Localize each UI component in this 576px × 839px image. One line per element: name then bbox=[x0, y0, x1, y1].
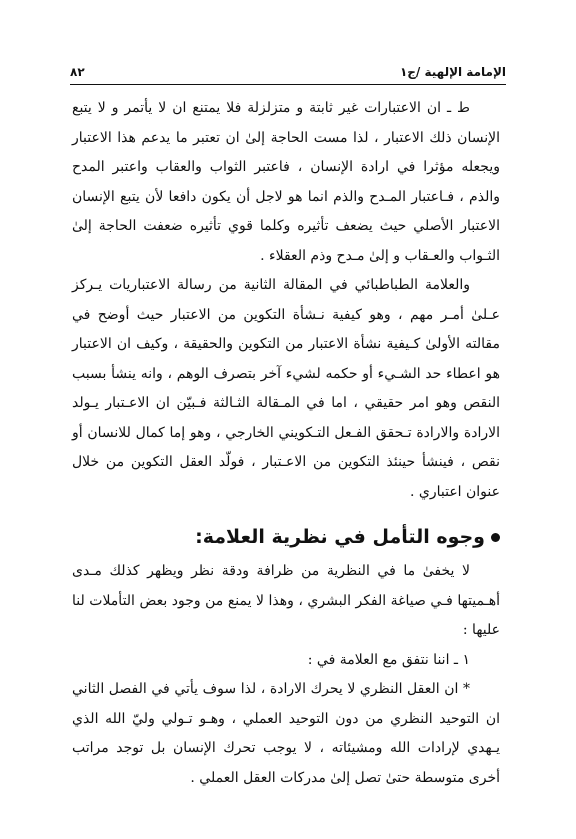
bullet-mark-icon bbox=[491, 533, 500, 542]
point-1: ١ ـ اننا نتفق مع العلامة في : bbox=[307, 651, 470, 668]
section-intro: لا يخفىٰ ما في النظرية من ظرافة ودقة نظر ويظهر كذلك مـدى أهـميتها فـي صياغة الفكر البشري ، وهذا لا يمنع من وجود بعض التأملات لنا عليها : bbox=[72, 563, 500, 638]
section-heading bbox=[72, 521, 500, 553]
running-header bbox=[70, 60, 506, 84]
book-title: الإمامة الإلهية /ج١ bbox=[399, 65, 506, 79]
header-rule bbox=[70, 84, 506, 85]
page-body bbox=[72, 94, 500, 793]
paragraph-2: والعلامة الطباطبائي في المقالة الثانية من رسالة الاعتباريات يـركز عـلىٰ أمـر مهم ، وهو كيفية نـشأة التكوين من الاعتبار حيث أوضح في مقالته الأولىٰ كـيفية نشأة الاعتبار من التكوين والحقيقة ، وكيف ان الاعتبار هو اعطاء حد الشـيء أو حكمه لشيء آخر بتصرف الوهم ، وانه ينشأ بسبب النقص وهو امر حقيقي ، اما في المـقالة الثـالثة فـبيّن ان الاعـتبار يـولد الارادة والارادة تـحقق الفـعل التـكويني الخارجي ، وهو إما كمال للانسان أو نقص ، فينشأ حينئذ التكوين من الاعـتبار ، فولّد العقل التكوين من خلال عنوان اعتباري . bbox=[72, 277, 500, 500]
paragraph-1: ط ـ ان الاعتبارات غير ثابتة و متزلزلة فلا يمتنع ان لا يأتمر و لا يتبع الإنسان ذلك الاعتبار ، لذا مست الحاجة إلىٰ ان تعتبر ما يدعم هذا الاعتبار ويجعله مؤثرا في ارادة الإنسان ، فاعتبر الثواب والعقاب واعتبر المدح والذم ، فـاعتبار المـدح والذم انما هو لاجل أن يكون دافعا لأن يتبع الإنسان الاعتبار الأصلي حيث يضعف تأثيره وكلما قوي تأثيره ضعفت الحاجة إلىٰ الثـواب والعـقاب و إلىٰ مـدح وذم العقلاء . bbox=[72, 100, 500, 264]
page-number: ٨٢ bbox=[70, 65, 85, 79]
bullet-1: * ان العقل النظري لا يحرك الارادة ، لذا سوف يأتي في الفصل الثاني ان التوحيد النظري من دون التوحيد العملي ، وهـو تـولي وليّ الله الذي يـهدي لإرادات الله ومشيئاته ، لا يوجب تحرك الإنسان بل توجد مراتب أخرى متوسطة حتىٰ تصل إلىٰ مدركات العقل العملي . bbox=[72, 681, 500, 786]
section-title: وجوه التأمل في نظرية العلامة: bbox=[195, 526, 485, 548]
